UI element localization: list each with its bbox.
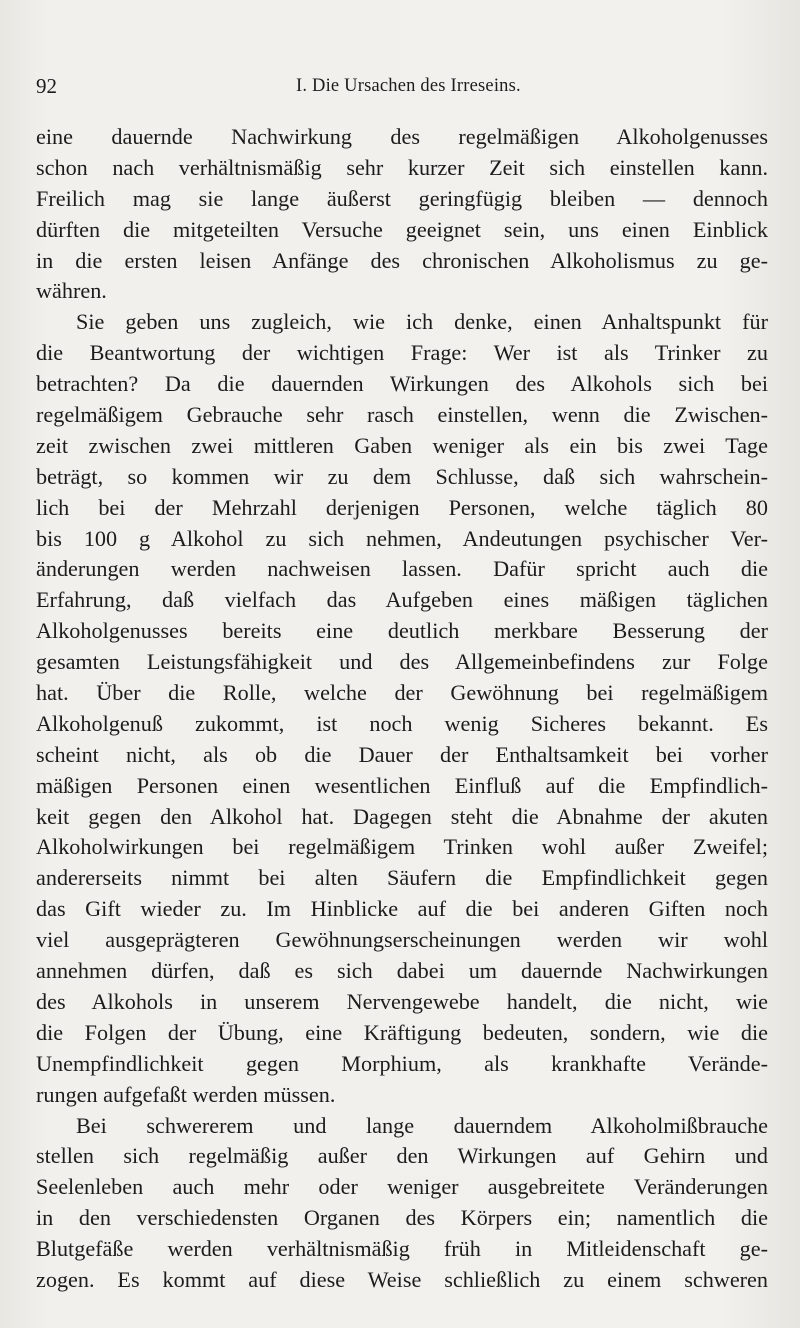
text-line: annehmen dürfen, daß es sich dabei um dauernde Nachwirkungen [36,958,768,984]
text-line: Erfahrung, daß vielfach das Aufgeben eines mäßigen täglichen [36,587,768,613]
text-line: bis 100 g Alkohol zu sich nehmen, Andeutungen psychischer Ver- [36,525,768,551]
text-line: lich bei der Mehrzahl derjenigen Personen, welche täglich 80 [36,494,768,520]
text-line: in den verschiedensten Organen des Körpers ein; namentlich die [36,1205,768,1231]
text-line: in die ersten leisen Anfänge des chronischen Alkoholismus zu ge- [36,247,768,273]
text-line: des Alkohols in unserem Nervengewebe handelt, die nicht, wie [36,988,768,1014]
page-number: 92 [36,74,57,98]
text-line: andererseits nimmt bei alten Säufern die Empfindlichkeit gegen [36,865,768,891]
text-line: Alkoholgenuß zukommt, ist noch wenig Sicheres bekannt. Es [36,710,768,736]
text-line: zeit zwischen zwei mittleren Gaben weniger als ein bis zwei Tage [36,432,768,458]
text-line: zogen. Es kommt auf diese Weise schließlich zu einem schweren [36,1266,768,1292]
paragraph-start-line: Sie geben uns zugleich, wie ich denke, einen Anhaltspunkt für [76,309,768,335]
text-line: Blutgefäße werden verhältnismäßig früh in Mitleidenschaft ge- [36,1236,768,1262]
text-line: eine dauernde Nachwirkung des regelmäßigen Alkoholgenusses [36,124,768,149]
text-line: änderungen werden nachweisen lassen. Dafür spricht auch die [36,556,768,582]
text-line: Seelenleben auch mehr oder weniger ausgebreitete Veränderungen [36,1174,768,1200]
text-line: betrachten? Da die dauernden Wirkungen des Alkohols sich bei [36,371,768,397]
text-line: Freilich mag sie lange äußerst geringfügig bleiben — dennoch [36,185,768,211]
text-line: Alkoholgenusses bereits eine deutlich merkbare Besserung der [36,618,768,644]
text-line: Unempfindlichkeit gegen Morphium, als krankhafte Verände- [36,1050,768,1076]
body-text [36,122,768,1296]
text-line: die Folgen der Übung, eine Kräftigung bedeuten, sondern, wie die [36,1019,768,1045]
page-header [36,74,768,104]
text-line: stellen sich regelmäßig außer den Wirkungen auf Gehirn und [36,1143,768,1169]
text-line: schon nach verhältnismäßig sehr kurzer Zeit sich einstellen kann. [36,154,768,180]
text-line: keit gegen den Alkohol hat. Dagegen steht die Abnahme der akuten [36,803,768,829]
text-line: rungen aufgefaßt werden müssen. [36,1081,336,1107]
text-line: beträgt, so kommen wir zu dem Schlusse, daß sich wahrschein- [36,463,768,489]
text-line: regelmäßigem Gebrauche sehr rasch einstellen, wenn die Zwischen- [36,402,768,428]
paragraph-start-line: Bei schwererem und lange dauerndem Alkoholmißbrauche [76,1112,768,1138]
text-line: Alkoholwirkungen bei regelmäßigem Trinken wohl außer Zweifel; [36,834,768,860]
text-line: mäßigen Personen einen wesentlichen Einfluß auf die Empfindlich- [36,772,768,798]
text-line: gesamten Leistungsfähigkeit und des Allgemeinbefindens zur Folge [36,649,768,675]
text-line: scheint nicht, als ob die Dauer der Enthaltsamkeit bei vorher [36,741,768,767]
text-line: viel ausgeprägteren Gewöhnungserscheinungen werden wir wohl [36,927,768,953]
text-line: die Beantwortung der wichtigen Frage: Wer ist als Trinker zu [36,340,768,366]
text-line: dürften die mitgeteilten Versuche geeignet sein, uns einen Einblick [36,216,768,242]
running-title: I. Die Ursachen des Irreseins. [296,76,521,96]
text-line: hat. Über die Rolle, welche der Gewöhnung bei regelmäßigem [36,680,768,706]
text-line: währen. [36,278,107,304]
text-line: das Gift wieder zu. Im Hinblicke auf die bei anderen Giften noch [36,896,768,922]
